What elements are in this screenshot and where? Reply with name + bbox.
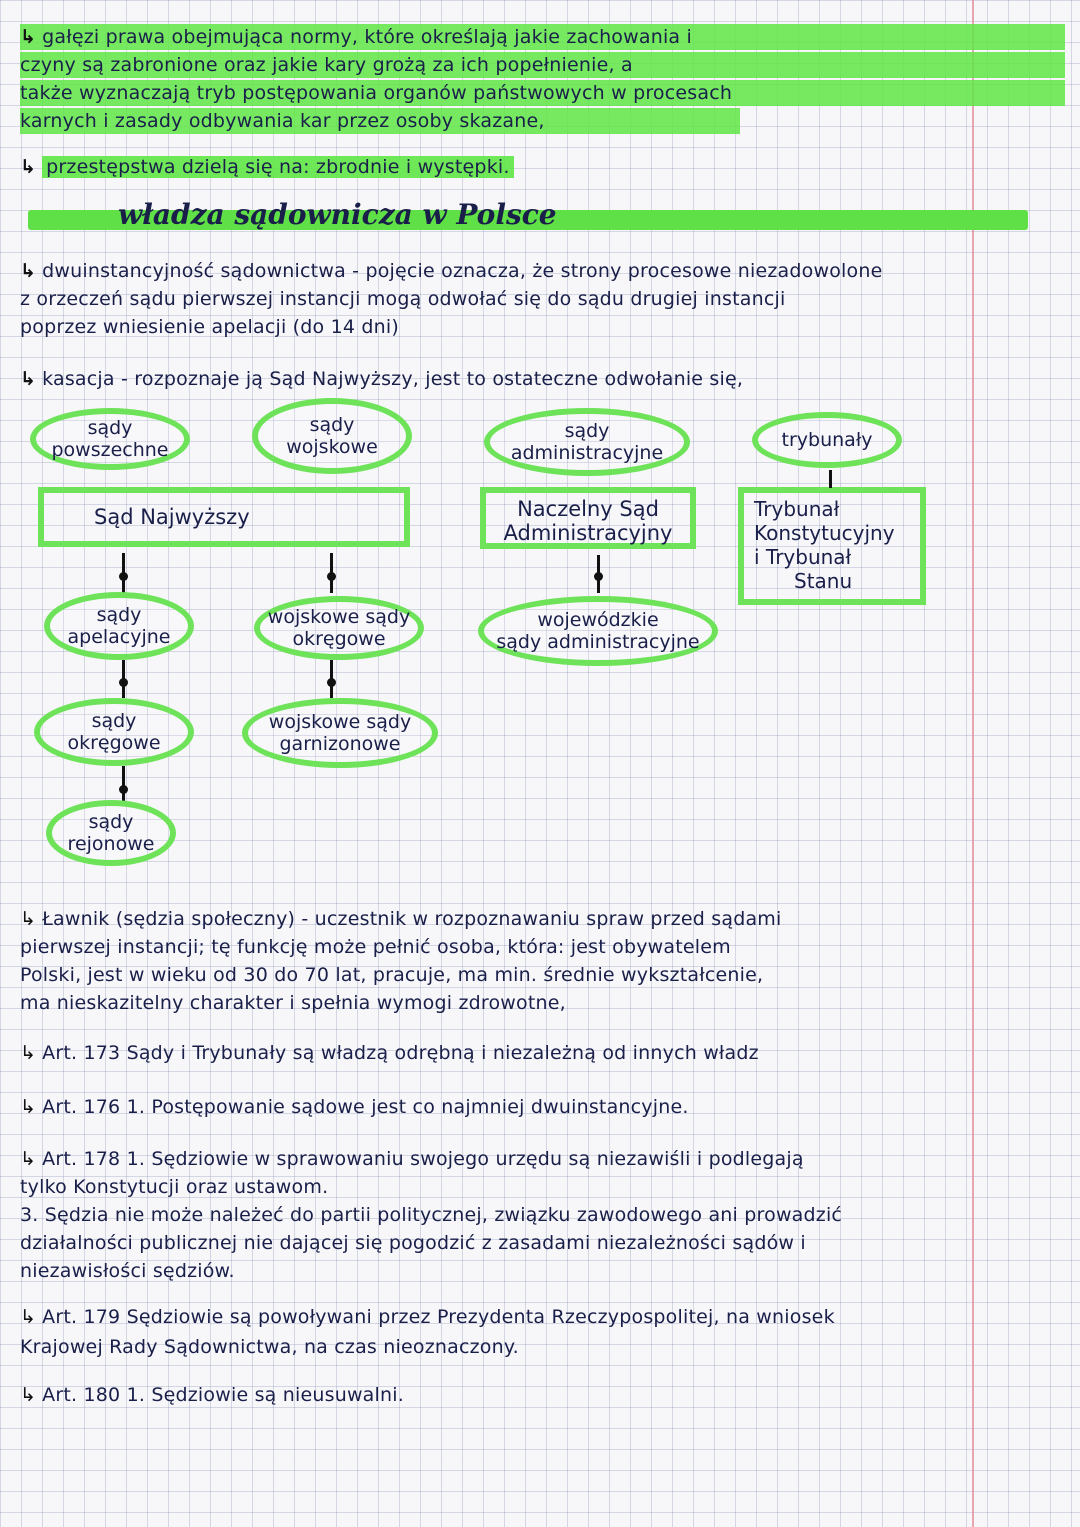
connector-trybunaly-tk (829, 470, 832, 488)
lawnik-line-4: ma nieskazitelny charakter i spełnia wymogi zdrowotne, (20, 992, 566, 1014)
node-sady-rejonowe: sądy rejonowe (46, 800, 176, 866)
connector-dot (327, 678, 336, 687)
lawnik-line-3: Polski, jest w wieku od 30 do 70 lat, pracuje, ma min. średnie wykształcenie, (20, 964, 764, 986)
node-wojewodzkie-sady-administracyjne: wojewódzkie sądy administracyjne (478, 596, 718, 666)
crimes-line: ↳ przestępstwa dzielą się na: zbrodnie i występki. (20, 154, 1065, 180)
node-sady-powszechne: sądy powszechne (30, 408, 190, 470)
intro-line-1: ↳ gałęzi prawa obejmująca normy, które określają jakie zachowania i (20, 24, 1065, 50)
node-sady-okregowe: sądy okręgowe (34, 698, 194, 766)
cassation-line: ↳ kasacja - rozpoznaje ją Sąd Najwyższy, jest to ostateczne odwołanie się, (20, 368, 744, 390)
arrow-icon: ↳ (20, 1306, 37, 1328)
connector-dot (119, 785, 128, 794)
connector-dot (594, 572, 603, 581)
node-wojskowe-sady-okregowe: wojskowe sądy okręgowe (254, 596, 424, 660)
art178-line-2: tylko Konstytucji oraz ustawom. (20, 1176, 329, 1198)
art178-line-5: niezawisłości sędziów. (20, 1260, 235, 1282)
intro-line-3: także wyznaczają tryb postępowania organów państwowych w procesach (20, 80, 1065, 106)
arrow-icon: ↳ (20, 1042, 37, 1064)
arrow-icon: ↳ (20, 156, 37, 178)
node-sady-administracyjne: sądy administracyjne (484, 408, 690, 476)
two-instance-line-3: poprzez wniesienie apelacji (do 14 dni) (20, 316, 400, 338)
art178-line-3: 3. Sędzia nie może należeć do partii politycznej, związku zawodowego ani prowadzić (20, 1204, 843, 1226)
arrow-icon: ↳ (20, 1384, 37, 1406)
art176-line: ↳ Art. 176 1. Postępowanie sądowe jest co najmniej dwuinstancyjne. (20, 1096, 689, 1118)
art180-line: ↳ Art. 180 1. Sędziowie są nieusuwalni. (20, 1384, 404, 1406)
two-instance-line-1: ↳ dwuinstancyjność sądownictwa - pojęcie oznacza, że strony procesowe niezadowolone (20, 260, 883, 282)
lawnik-line-1: ↳ Ławnik (sędzia społeczny) - uczestnik w rozpoznawaniu spraw przed sądami (20, 908, 782, 930)
node-trybunaly: trybunały (752, 412, 902, 468)
arrow-icon: ↳ (20, 26, 37, 48)
arrow-icon: ↳ (20, 1148, 37, 1170)
section-title-text: władza sądownicza w Polsce (118, 198, 557, 231)
art178-line-4: działalności publicznej nie dającej się pogodzić z zasadami niezależności sądów i (20, 1232, 806, 1254)
intro-line-2: czyny są zabronione oraz jakie kary grożą za ich popełnienie, a (20, 52, 1065, 78)
art179-line-2: Krajowej Rady Sądownictwa, na czas nieoznaczony. (20, 1336, 519, 1358)
node-wojskowe-sady-garnizonowe: wojskowe sądy garnizonowe (242, 698, 438, 768)
two-instance-line-2: z orzeczeń sądu pierwszej instancji mogą odwołać się do sądu drugiej instancji (20, 288, 786, 310)
connector-dot (119, 678, 128, 687)
connector-dot (327, 572, 336, 581)
node-sady-apelacyjne: sądy apelacyjne (44, 592, 194, 660)
lawnik-line-2: pierwszej instancji; tę funkcję może pełnić osoba, która: jest obywatelem (20, 936, 731, 958)
node-sad-najwyzszy: Sąd Najwyższy (38, 487, 410, 547)
connector-okregowe-rejonowe (122, 766, 125, 802)
node-sady-wojskowe: sądy wojskowe (252, 398, 412, 474)
art179-line-1: ↳ Art. 179 Sędziowie są powoływani przez Prezydenta Rzeczypospolitej, na wniosek (20, 1306, 835, 1328)
connector-dot (119, 572, 128, 581)
art178-line-1: ↳ Art. 178 1. Sędziowie w sprawowaniu swojego urzędu są niezawiśli i podlegają (20, 1148, 804, 1170)
intro-line-4: karnych i zasady odbywania kar przez osoby skazane, (20, 108, 740, 134)
arrow-icon: ↳ (20, 368, 37, 390)
node-nsa: Naczelny Sąd Administracyjny (480, 487, 696, 549)
art173-line: ↳ Art. 173 Sądy i Trybunały są władzą odrębną i niezależną od innych władz (20, 1042, 759, 1064)
arrow-icon: ↳ (20, 260, 37, 282)
section-title (28, 198, 1028, 238)
node-tk-ts: Trybunał Konstytucyjny i Trybunał Stanu (738, 487, 926, 605)
arrow-icon: ↳ (20, 1096, 37, 1118)
arrow-icon: ↳ (20, 908, 37, 930)
